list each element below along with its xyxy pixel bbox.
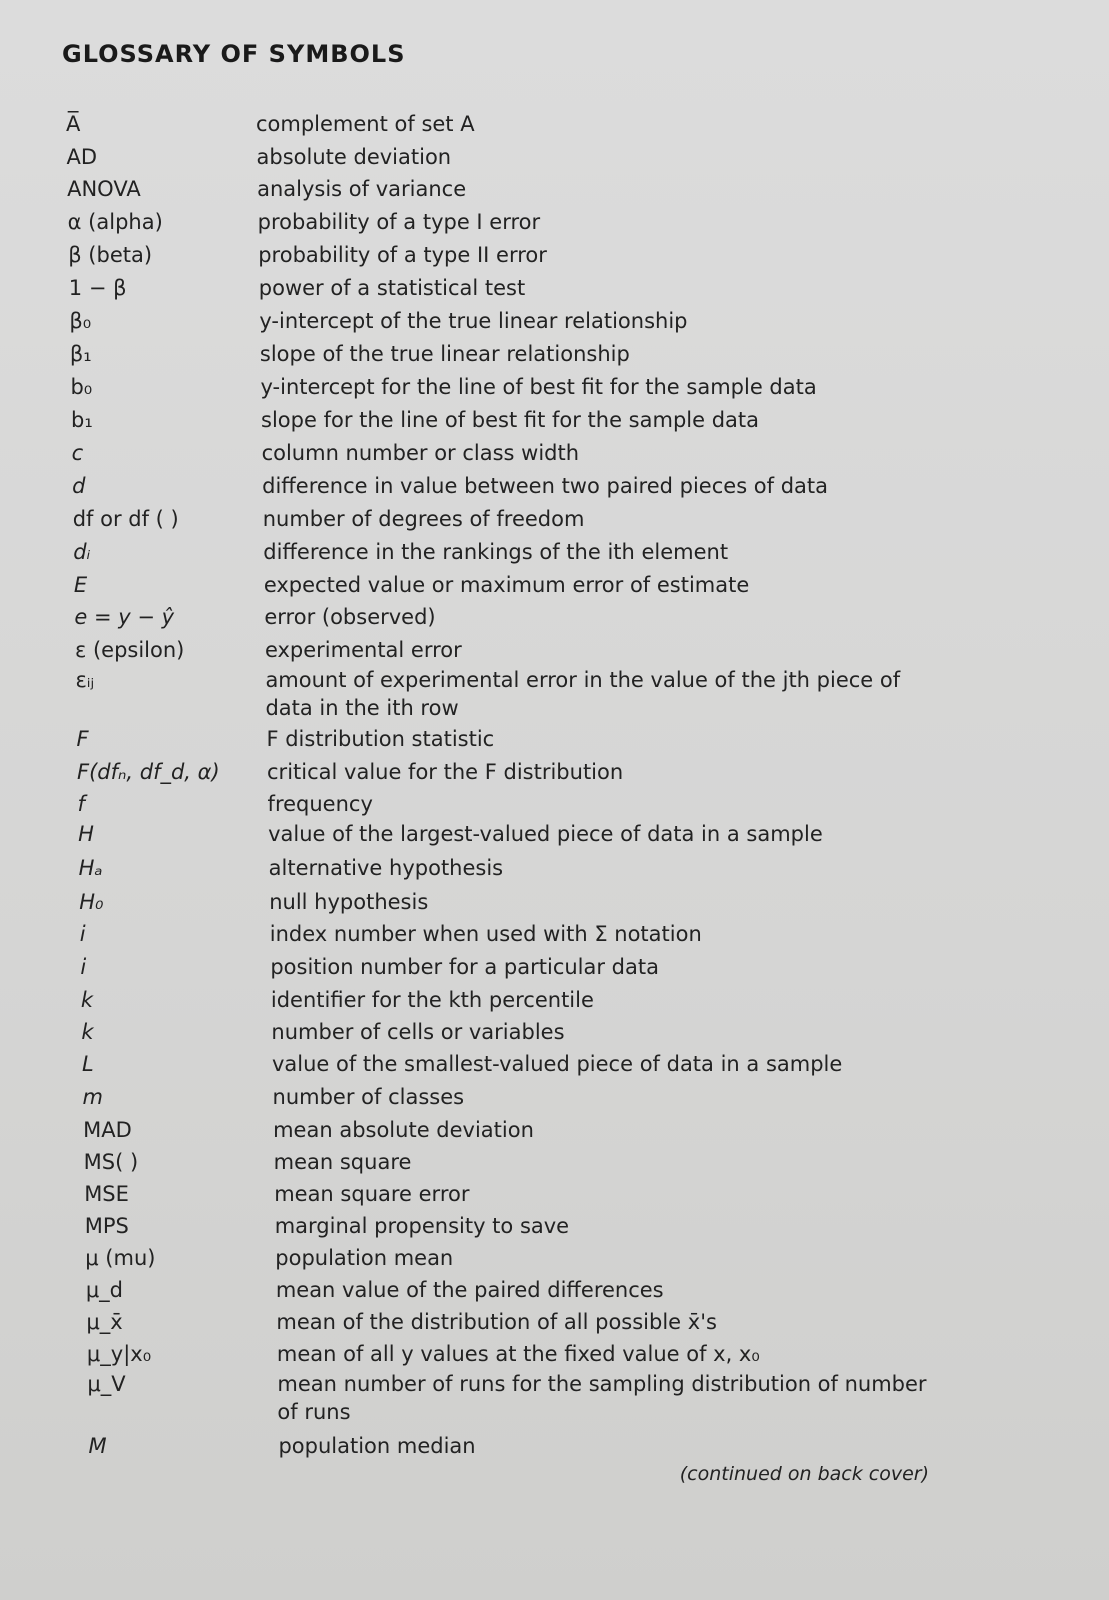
entry-definition: frequency <box>267 792 373 816</box>
continued-note: (continued on back cover) <box>679 1463 929 1485</box>
entry-symbol: f <box>77 792 85 816</box>
glossary-entry <box>0 540 1109 570</box>
entry-symbol: i <box>80 955 87 979</box>
entry-symbol: k <box>81 1020 94 1044</box>
entry-symbol: AD <box>66 145 98 169</box>
entry-symbol: 1 − β <box>68 276 127 300</box>
entry-symbol: μ_y|x₀ <box>86 1342 152 1366</box>
entry-symbol: F <box>76 727 89 751</box>
entry-definition: F distribution statistic <box>266 727 495 751</box>
entry-symbol: μ (mu) <box>85 1246 156 1270</box>
entry-symbol: β (beta) <box>68 243 153 267</box>
entry-symbol: b₀ <box>70 375 93 399</box>
glossary-entry <box>0 309 1109 339</box>
page-title: GLOSSARY OF SYMBOLS <box>62 40 406 68</box>
entry-definition: slope for the line of best fit for the sample data <box>261 408 760 432</box>
entry-definition: power of a statistical test <box>258 276 526 300</box>
entry-definition: probability of a type II error <box>258 243 547 267</box>
entry-symbol: e = y − ŷ <box>74 605 175 629</box>
glossary-entry <box>0 1246 1109 1276</box>
glossary-entry <box>0 375 1109 405</box>
entry-symbol: α (alpha) <box>67 210 163 234</box>
entry-definition: number of degrees of freedom <box>262 507 585 531</box>
entry-symbol: MS( ) <box>83 1150 139 1174</box>
entry-symbol: d <box>72 474 86 498</box>
entry-symbol: β₀ <box>69 309 92 333</box>
entry-symbol: MPS <box>84 1214 129 1238</box>
entry-definition: column number or class width <box>261 441 580 465</box>
entry-definition: mean of all y values at the fixed value of x, x₀ <box>276 1342 760 1366</box>
glossary-entry <box>0 573 1109 603</box>
entry-definition: marginal propensity to save <box>274 1214 570 1238</box>
entry-definition: probability of a type I error <box>257 210 541 234</box>
entry-definition: mean square error <box>274 1182 470 1206</box>
entry-symbol: k <box>80 988 94 1012</box>
entry-definition: complement of set A <box>256 112 475 136</box>
glossary-entry <box>0 1118 1109 1148</box>
entry-symbol: i <box>79 922 86 946</box>
glossary-entry <box>0 1278 1109 1308</box>
glossary-entry <box>0 112 1109 142</box>
entry-definition: number of classes <box>272 1085 465 1109</box>
entry-symbol: A̅ <box>66 112 81 136</box>
glossary-entry <box>0 1085 1109 1115</box>
entry-symbol: M <box>88 1434 107 1458</box>
entry-symbol: ε (epsilon) <box>74 638 185 662</box>
entry-definition: amount of experimental error in the value of the jth piece of <box>265 668 901 692</box>
entry-definition: population median <box>278 1434 476 1458</box>
glossary-entry <box>0 507 1109 537</box>
entry-symbol: b₁ <box>71 408 93 432</box>
entry-definition: null hypothesis <box>269 890 429 914</box>
entry-symbol: F(dfₙ, df_d, α) <box>77 760 220 784</box>
glossary-entry <box>0 856 1109 886</box>
entry-symbol: ANOVA <box>67 177 141 201</box>
glossary-entry <box>0 1372 1109 1424</box>
entry-symbol: β₁ <box>69 342 92 366</box>
entry-symbol: H₀ <box>79 890 104 914</box>
entry-definition: absolute deviation <box>256 145 452 169</box>
entry-definition: mean absolute deviation <box>273 1118 534 1142</box>
glossary-entry <box>0 727 1109 757</box>
entry-symbol: E <box>73 573 88 597</box>
glossary-entry <box>0 1150 1109 1180</box>
glossary-entry <box>0 441 1109 471</box>
entry-symbol: μ_d <box>85 1278 124 1302</box>
glossary-entry <box>0 145 1109 175</box>
glossary-entry <box>0 955 1109 985</box>
entry-symbol: dᵢ <box>73 540 91 564</box>
entry-definition: experimental error <box>264 638 462 662</box>
glossary-entry <box>0 408 1109 438</box>
glossary-entry <box>0 1214 1109 1244</box>
glossary-entry <box>0 276 1109 306</box>
entry-definition: identifier for the kth percentile <box>270 988 594 1012</box>
entry-definition: number of cells or variables <box>271 1020 565 1044</box>
entry-definition: y-intercept for the line of best fit for the sample data <box>260 375 817 399</box>
entry-definition: alternative hypothesis <box>268 856 504 880</box>
entry-definition: mean value of the paired differences <box>275 1278 664 1302</box>
glossary-entry <box>0 474 1109 504</box>
glossary-entry <box>0 792 1109 822</box>
entry-definition: population mean <box>275 1246 454 1270</box>
glossary-entry <box>0 822 1109 852</box>
entry-definition-continued: of runs <box>277 1400 351 1424</box>
entry-symbol: μ_V <box>87 1372 126 1396</box>
entry-symbol: Hₐ <box>78 856 103 880</box>
entry-definition: mean number of runs for the sampling distribution of number <box>277 1372 927 1396</box>
glossary-entry <box>0 1182 1109 1212</box>
entry-definition-continued: data in the ith row <box>265 696 459 720</box>
glossary-entry <box>0 922 1109 952</box>
entry-definition: mean square <box>273 1150 412 1174</box>
entry-symbol: df or df ( ) <box>72 507 179 531</box>
glossary-entry <box>0 638 1109 668</box>
entry-definition: analysis of variance <box>257 177 467 201</box>
entry-symbol: εᵢⱼ <box>75 668 95 692</box>
entry-definition: slope of the true linear relationship <box>259 342 630 366</box>
glossary-entry <box>0 342 1109 372</box>
entry-definition: expected value or maximum error of estimate <box>263 573 750 597</box>
glossary-entry <box>0 668 1109 720</box>
glossary-entry <box>0 1310 1109 1340</box>
entry-symbol: μ_x̄ <box>86 1310 123 1334</box>
entry-symbol: L <box>81 1052 94 1076</box>
entry-definition: position number for a particular data <box>270 955 659 979</box>
glossary-entry <box>0 1052 1109 1082</box>
entry-definition: value of the largest-valued piece of data in a sample <box>268 822 823 846</box>
glossary-entry <box>0 1434 1109 1464</box>
entry-definition: difference in value between two paired pieces of data <box>262 474 829 498</box>
glossary-entry <box>0 243 1109 273</box>
entry-symbol: H <box>78 822 94 846</box>
glossary-entry <box>0 210 1109 240</box>
entry-symbol: MAD <box>83 1118 132 1142</box>
entry-symbol: c <box>71 441 84 465</box>
glossary-entry <box>0 988 1109 1018</box>
glossary-entry <box>0 890 1109 920</box>
entry-definition: value of the smallest-valued piece of data in a sample <box>271 1052 843 1076</box>
entry-definition: difference in the rankings of the ith element <box>263 540 729 564</box>
glossary-entry <box>0 1020 1109 1050</box>
glossary-entry <box>0 605 1109 635</box>
entry-definition: y-intercept of the true linear relationship <box>259 309 688 333</box>
entry-definition: mean of the distribution of all possible x̄'s <box>276 1310 717 1334</box>
entry-symbol: MSE <box>84 1182 129 1206</box>
glossary-entry <box>0 1342 1109 1372</box>
entry-symbol: m <box>82 1085 103 1109</box>
glossary-entry <box>0 760 1109 790</box>
glossary-entry <box>0 177 1109 207</box>
entry-definition: error (observed) <box>264 605 436 629</box>
entry-definition: critical value for the F distribution <box>267 760 624 784</box>
entry-definition: index number when used with Σ notation <box>269 922 702 946</box>
